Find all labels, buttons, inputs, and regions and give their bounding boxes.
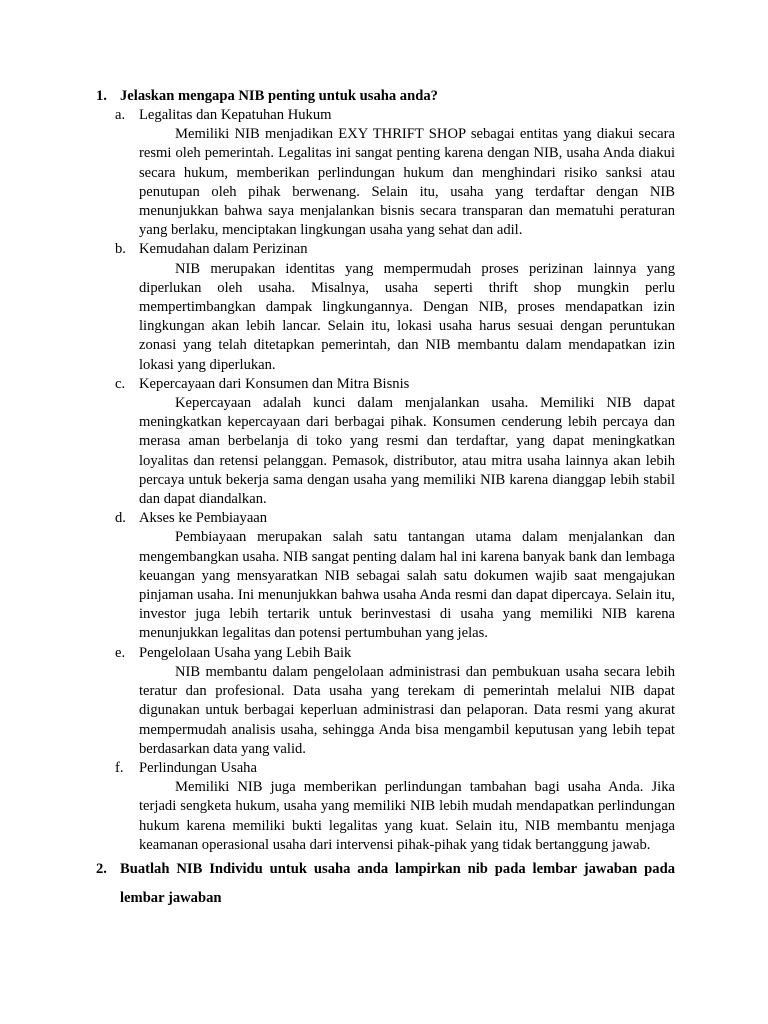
question-2-text: Buatlah NIB Individu untuk usaha anda lampirkan nib pada lembar jawaban pada lembar jawaban <box>120 860 675 906</box>
question-1-text: Jelaskan mengapa NIB penting untuk usaha anda? <box>120 88 438 104</box>
answer-item-c <box>0 375 768 509</box>
item-paragraph: Kepercayaan adalah kunci dalam menjalankan usaha. Memiliki NIB dapat meningkatkan kepercayaan dari berbagai pihak. Konsumen cenderung lebih percaya dan merasa aman berbelanja di toko yang resmi dan terdaftar, yang dapat meningkatkan loyalitas dan retensi pelanggan. Pemasok, distributor, atau mitra usaha lainnya akan lebih percaya untuk bekerja sama dengan usaha yang memiliki NIB karena dianggap lebih stabil dan dapat diandalkan. <box>139 395 675 508</box>
item-letter: b. <box>115 241 126 258</box>
item-letter: f. <box>115 759 124 776</box>
answer-item-b <box>0 240 768 374</box>
item-paragraph: NIB merupakan identitas yang mempermudah proses perizinan lainnya yang diperlukan oleh usaha. Misalnya, usaha seperti thrift shop mungkin perlu mempertimbangkan dampak lingkungannya. Dengan NIB, proses mendapatkan izin lingkungan akan lebih lancar. Selain itu, lokasi usaha harus sesuai dengan peruntukan zonasi yang telah ditetapkan pemerintah, dan NIB membantu dalam mendapatkan izin lokasi yang diperlukan. <box>139 260 675 373</box>
answer-item-e <box>0 644 768 759</box>
question-2 <box>0 855 768 913</box>
question-2-number: 2. <box>96 860 107 877</box>
answer-item-d <box>0 509 768 643</box>
item-paragraph: Pembiayaan merupakan salah satu tantangan utama dalam menjalankan dan mengembangkan usaha. NIB sangat penting dalam hal ini karena banyak bank dan lembaga keuangan yang mensyaratkan NIB sebagai salah satu dokumen wajib saat mengajukan pinjaman usaha. Ini menunjukkan bahwa usaha Anda resmi dan dapat dipercaya. Selain itu, investor juga lebih tertarik untuk berinvestasi di usaha yang memiliki NIB karena menunjukkan legalitas dan potensi pertumbuhan yang jelas. <box>139 529 675 642</box>
item-heading: Kepercayaan dari Konsumen dan Mitra Bisnis <box>139 375 410 392</box>
item-letter: e. <box>115 644 126 661</box>
item-heading: Pengelolaan Usaha yang Lebih Baik <box>139 644 352 661</box>
item-paragraph: Memiliki NIB juga memberikan perlindungan tambahan bagi usaha Anda. Jika terjadi sengketa hukum, usaha yang memiliki NIB lebih mudah mendapatkan perlindungan hukum karena memiliki bukti legalitas yang kuat. Selain itu, NIB membantu menjaga keamanan operasional usaha dari intervensi pihak-pihak yang tidak bertanggung jawab. <box>139 779 675 853</box>
item-letter: d. <box>115 510 126 527</box>
answer-item-a <box>0 106 768 240</box>
item-heading: Perlindungan Usaha <box>139 759 257 776</box>
item-paragraph: NIB membantu dalam pengelolaan administrasi dan pembukuan usaha secara lebih teratur dan profesional. Data usaha yang terekam di pemerintah melalui NIB dapat digunakan untuk berbagai keperluan administrasi dan pelaporan. Data resmi yang akurat mempermudah analisis usaha, sehingga Anda bisa mengambil keputusan yang lebih tepat berdasarkan data yang valid. <box>139 663 675 757</box>
item-heading: Legalitas dan Kepatuhan Hukum <box>139 107 332 123</box>
item-heading: Kemudahan dalam Perizinan <box>139 241 308 258</box>
item-heading: Akses ke Pembiayaan <box>139 510 268 527</box>
answer-item-f <box>0 759 768 855</box>
item-letter: c. <box>115 375 126 392</box>
question-1 <box>0 86 768 106</box>
item-paragraph: Memiliki NIB menjadikan EXY THRIFT SHOP sebagai entitas yang diakui secara resmi oleh pemerintah. Legalitas ini sangat penting karena dengan NIB, usaha Anda diakui secara hukum, memberikan perlindungan hukum dan menghindari risiko sanksi atau penutupan oleh pihak berwenang. Selain itu, usaha yang terdaftar dengan NIB menunjukkan bahwa saya menjalankan bisnis secara transparan dan mematuhi peraturan yang berlaku, menciptakan lingkungan usaha yang sehat dan adil. <box>139 126 675 239</box>
question-1-number: 1. <box>96 88 107 104</box>
item-letter: a. <box>115 107 126 123</box>
